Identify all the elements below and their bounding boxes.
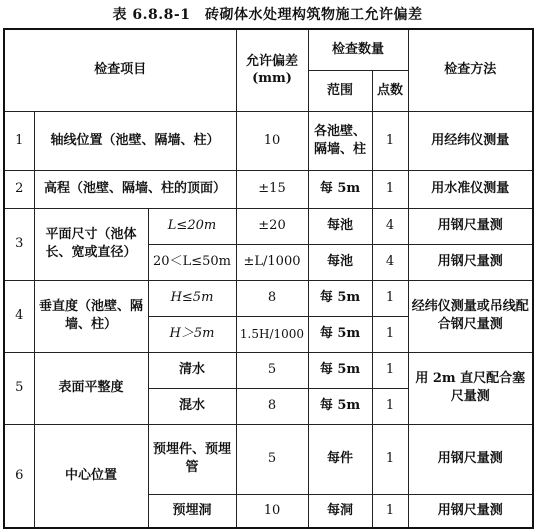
row-method: 用水准仪测量 [408,170,533,208]
row-sub-item: 清水 [148,352,236,388]
row-tolerance: 10 [236,494,308,528]
header-points: 点数 [372,70,408,111]
row-number: 2 [4,170,34,208]
row-sub-item: H≤5m [148,280,236,316]
tolerance-table [3,28,534,529]
row-item: 轴线位置（池壁、隔墙、柱） [34,111,236,170]
row-method: 用钢尺量测 [408,424,533,494]
row-points: 1 [372,352,408,388]
row-method: 用钢尺量测 [408,244,533,280]
row-tolerance: 1.5H/1000 [236,316,308,352]
row-range: 每 5m [308,170,372,208]
table-row [4,208,533,244]
row-points: 1 [372,424,408,494]
row-points: 1 [372,316,408,352]
row-tolerance: 5 [236,352,308,388]
row-tolerance: 10 [236,111,308,170]
row-number: 5 [4,352,34,424]
row-points: 4 [372,208,408,244]
header-tolerance-unit: (mm) [252,71,292,87]
row-item: 平面尺寸（池体长、宽或直径） [34,208,148,280]
table-row [4,424,533,494]
row-range: 各池壁、隔墙、柱 [308,111,372,170]
table-row [4,280,533,316]
row-range: 每件 [308,424,372,494]
row-item: 垂直度（池壁、隔墙、柱） [34,280,148,352]
row-tolerance: 5 [236,424,308,494]
header-tolerance [236,29,308,111]
row-points: 4 [372,244,408,280]
header-item: 检查项目 [4,29,236,111]
row-points: 1 [372,111,408,170]
row-tolerance: ±15 [236,170,308,208]
row-range: 每 5m [308,316,372,352]
row-method: 用钢尺量测 [408,494,533,528]
row-item: 表面平整度 [34,352,148,424]
row-method: 用经纬仪测量 [408,111,533,170]
row-points: 1 [372,170,408,208]
row-range: 每 5m [308,388,372,424]
row-number: 6 [4,424,34,528]
row-range: 每洞 [308,494,372,528]
row-range: 每 5m [308,352,372,388]
row-sub-item: 预埋件、预埋管 [148,424,236,494]
row-number: 4 [4,280,34,352]
table-row [4,111,533,170]
header-range: 范围 [308,70,372,111]
row-tolerance: ±L/1000 [236,244,308,280]
row-tolerance: ±20 [236,208,308,244]
row-item: 高程（池壁、隔墙、柱的顶面） [34,170,236,208]
row-number: 1 [4,111,34,170]
row-range: 每池 [308,208,372,244]
table-row [4,352,533,388]
header-method: 检查方法 [408,29,533,111]
row-points: 1 [372,494,408,528]
row-method: 用 2m 直尺配合塞尺量测 [408,352,533,424]
header-tolerance-label: 允许偏差 [245,53,298,69]
row-range: 每 5m [308,280,372,316]
header-row [4,29,533,70]
row-tolerance: 8 [236,388,308,424]
row-number: 3 [4,208,34,280]
row-method: 经纬仪测量或吊线配合钢尺量测 [408,280,533,352]
row-sub-item: 混水 [148,388,236,424]
table-title: 表 6.8.8-1 砖砌体水处理构筑物施工允许偏差 [112,7,423,23]
table-row [4,170,533,208]
row-points: 1 [372,280,408,316]
row-tolerance: 8 [236,280,308,316]
row-sub-item: 预埋洞 [148,494,236,528]
row-sub-item: L≤20m [148,208,236,244]
row-sub-item: 20＜L≤50m [148,244,236,280]
row-method: 用钢尺量测 [408,208,533,244]
row-range: 每池 [308,244,372,280]
row-item: 中心位置 [34,424,148,528]
row-points: 1 [372,388,408,424]
row-sub-item: H＞5m [148,316,236,352]
header-count: 检查数量 [308,29,408,70]
